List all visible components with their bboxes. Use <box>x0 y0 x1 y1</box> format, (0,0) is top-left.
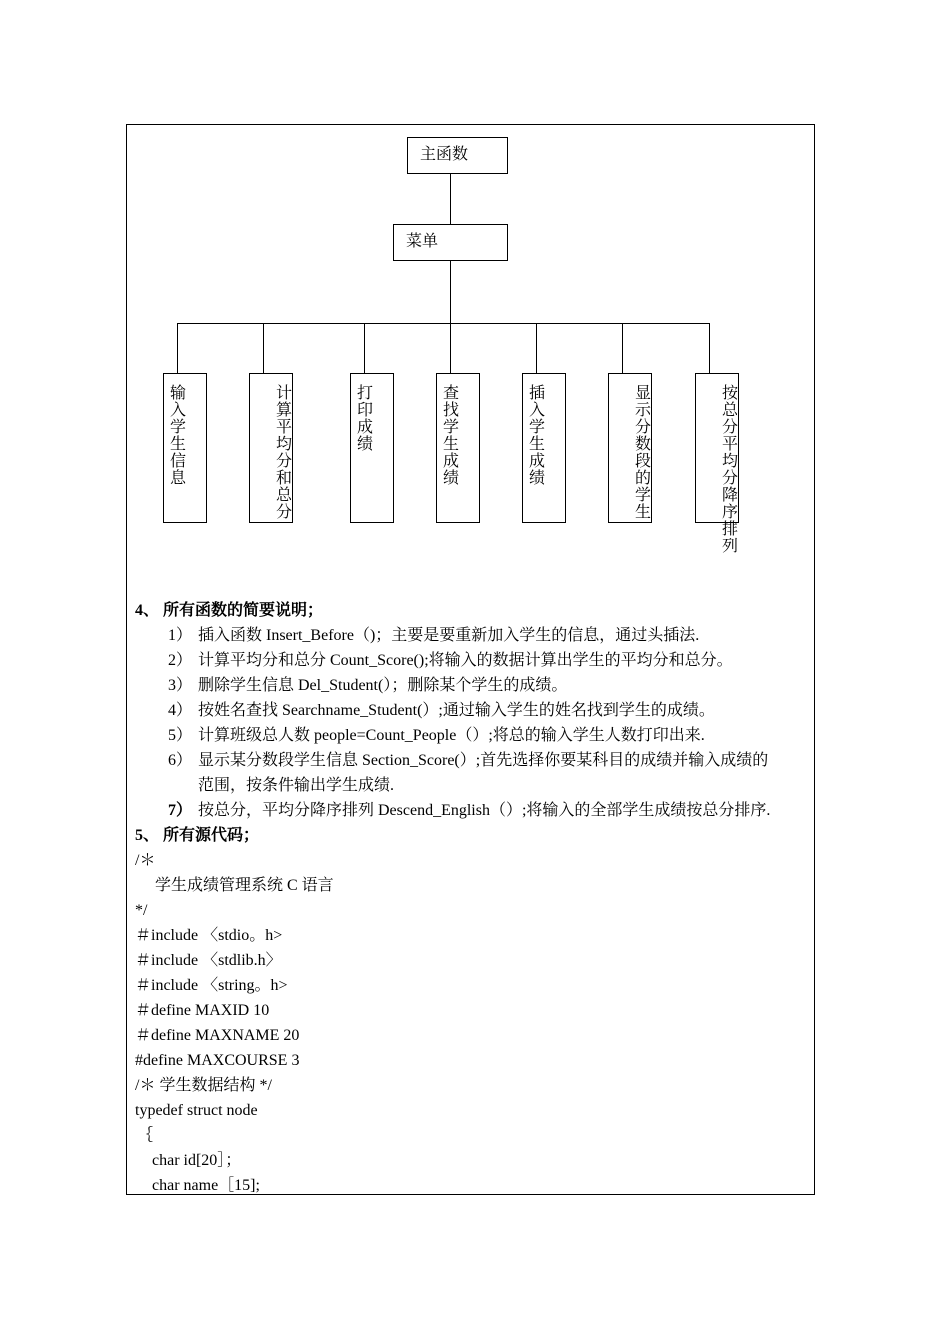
main-function-box: 主函数 <box>407 137 508 174</box>
connector-drop <box>263 323 264 373</box>
connector-drop <box>709 323 710 373</box>
code-line: ＃define MAXNAME 20 <box>135 1027 300 1044</box>
code-line: typedef struct node <box>135 1102 258 1119</box>
function-item: 4） 按姓名查找 Searchname_Student(）;通过输入学生的姓名找到学生的成绩。 <box>168 702 715 719</box>
section5-heading: 5、 所有源代码； <box>135 827 260 844</box>
connector-drop <box>622 323 623 373</box>
child-box-search-scores: 查找学生成绩 <box>436 373 480 523</box>
function-item: 6） 显示某分数段学生信息 Section_Score(）;首先选择你要某科目的成绩并输入成绩的 <box>168 752 769 769</box>
code-line: 学生成绩管理系统 C 语言 <box>155 877 334 894</box>
code-line: ＃include 〈stdlib.h〉 <box>135 952 282 969</box>
code-line: char id[20］； <box>152 1152 242 1169</box>
child-box-sort-desc: 按总分平均分降序排列 <box>695 373 739 523</box>
child-box-insert-scores: 插入学生成绩 <box>522 373 566 523</box>
connector-drop <box>364 323 365 373</box>
code-line: /＊ 学生数据结构 */ <box>135 1077 272 1094</box>
code-line: */ <box>135 902 148 919</box>
function-item: 7） 按总分，平均分降序排列 Descend_English（）;将输入的全部学生成绩按总分排序. <box>168 802 771 819</box>
function-item-continuation: 范围，按条件输出学生成绩. <box>198 777 395 794</box>
connector-bus <box>177 323 710 324</box>
connector-drop <box>450 323 451 373</box>
function-item: 5） 计算班级总人数 people=Count_People（）;将总的输入学生人数打印出来. <box>168 727 705 744</box>
connector-drop <box>177 323 178 373</box>
child-box-compute-avg-total: 计算平均分和总分 <box>249 373 293 523</box>
connector-root-menu <box>450 174 451 224</box>
connector-drop <box>536 323 537 373</box>
function-item: 2） 计算平均分和总分 Count_Score();将输入的数据计算出学生的平均分和总分。 <box>168 652 733 669</box>
code-line: ＃define MAXID 10 <box>135 1002 270 1019</box>
code-line: ｛ <box>137 1127 154 1144</box>
code-line: ＃include 〈string。h> <box>135 977 288 994</box>
code-line: ＃include 〈stdio。h> <box>135 927 283 944</box>
child-box-print-scores: 打印成绩 <box>350 373 394 523</box>
menu-box: 菜单 <box>393 224 508 261</box>
function-item: 3） 删除学生信息 Del_Student(）；删除某个学生的成绩。 <box>168 677 568 694</box>
code-line: #define MAXCOURSE 3 <box>135 1052 300 1069</box>
code-line: char name［15]; <box>152 1177 260 1194</box>
code-line: /＊ <box>135 852 156 869</box>
connector-menu-bus <box>450 261 451 324</box>
function-item: 1） 插入函数 Insert_Before（)；主要是要重新加入学生的信息，通过头插法. <box>168 627 700 644</box>
child-box-input-info: 输入学生信息 <box>163 373 207 523</box>
child-box-score-range: 显示分数段的学生 <box>608 373 652 523</box>
section4-heading: 4、 所有函数的简要说明； <box>135 602 324 619</box>
